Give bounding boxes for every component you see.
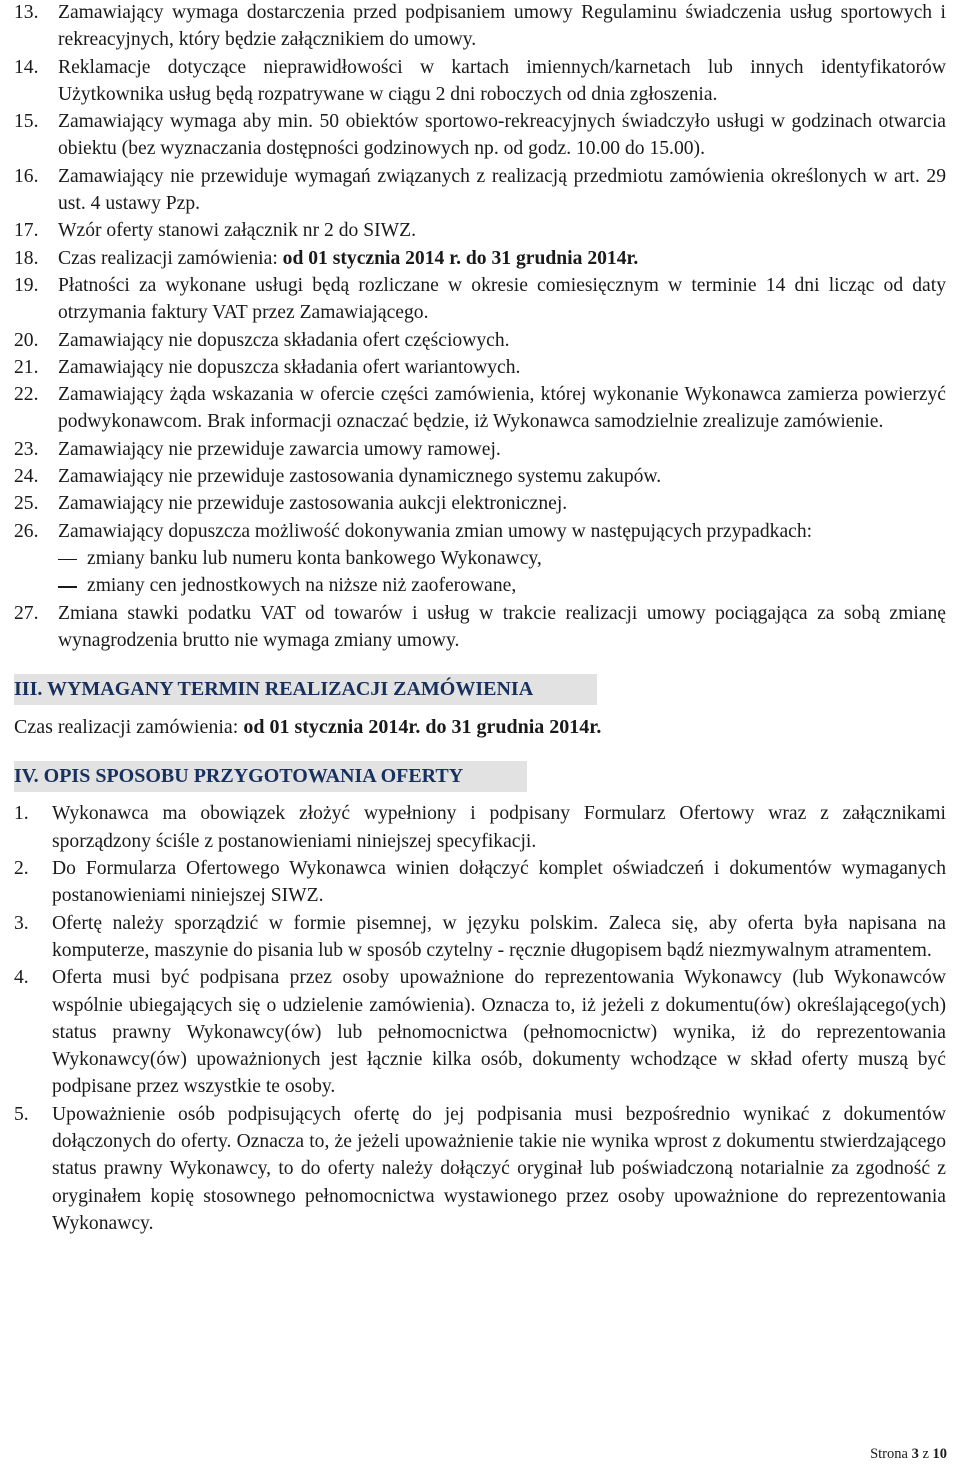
list-item: [14, 54, 946, 109]
bullet-item: [58, 572, 946, 599]
section-iv: [14, 761, 946, 1237]
item-text: Zamawiający nie przewiduje zastosowania aukcji elektronicznej.: [58, 493, 568, 515]
bullet-list: [58, 545, 946, 600]
list-item: [14, 217, 946, 244]
list-item: [14, 855, 946, 910]
item-number: 2.: [14, 858, 29, 880]
item-text: Zmiana stawki podatku VAT od towarów i usług w trakcie realizacji umowy pociągająca za sobą zmianę wynagrodzenia brutto nie wymaga zmiany umowy.: [58, 602, 946, 651]
list-item: [14, 518, 946, 600]
item-text: Ofertę należy sporządzić w formie pisemnej, w języku polskim. Zaleca się, aby oferta była napisana na komputerze, maszynie do pisania lub w sposób czytelny - ręcznie długopisem bądź niezmywalnym atramentem.: [52, 912, 946, 961]
item-text: Do Formularza Ofertowego Wykonawca winien dołączyć komplet oświadczeń i dokumentów wymaganych postanowieniami niniejszej SIWZ.: [52, 858, 946, 907]
item-text: Reklamacje dotyczące nieprawidłowości w kartach imiennych/karnetach lub innych identyfikatorów Użytkownika usług będą rozpatrywane w ciągu 2 dni roboczych od dnia zgłoszenia.: [58, 56, 946, 105]
section-text-prefix: Czas realizacji zamówienia:: [14, 716, 244, 739]
section-heading: III. WYMAGANY TERMIN REALIZACJI ZAMÓWIENIA: [14, 674, 597, 705]
section-iii-text: [14, 714, 946, 741]
item-text: Płatności za wykonane usługi będą rozliczane w okresie comiesięcznym w terminie 14 dni licząc od daty otrzymania faktury VAT przez Zamawiającego.: [58, 274, 946, 324]
item-number: 24.: [14, 466, 39, 488]
item-text-main: Zamawiający dopuszcza możliwość dokonywania zmian umowy w następujących przypadkach:: [58, 520, 813, 542]
list-item: [14, 490, 946, 517]
list-item: [14, 163, 946, 218]
item-text: Oferta musi być podpisana przez osoby upoważnione do reprezentowania Wykonawcy (lub Wykonawców wspólnie ubiegających się o udzielenie zamówienia). Oznacza to, iż jeżeli z dokumentu(ów) określającego(ych) status prawny Wykonawcy(ów) lub pełnomocnictwa (pełnomocnictw) wynika, iż do reprezentowania Wykonawcy(ów) upoważnionych jest łącznie kilka osób, dokumenty wchodzące w skład oferty muszą być podpisane przez wszystkie te osoby.: [52, 967, 946, 1098]
list-item: [14, 800, 946, 855]
item-number: 19.: [14, 274, 39, 296]
item-number: 21.: [14, 356, 39, 378]
conditions-list-mid: [14, 272, 946, 654]
bullet-item: [58, 545, 946, 572]
item-number: 20.: [14, 329, 39, 351]
document-page: [14, 0, 946, 1237]
item-number: 18.: [14, 247, 39, 269]
item-text: [58, 245, 946, 272]
list-item: [14, 0, 946, 54]
item-number: 14.: [14, 56, 39, 78]
section-iii: [14, 674, 946, 741]
page-label: Strona: [870, 1445, 912, 1462]
conditions-list-top: [14, 0, 946, 272]
item-text: Zamawiający nie dopuszcza składania ofert częściowych.: [58, 329, 510, 351]
item-number: 1.: [14, 803, 29, 825]
item-text: [58, 518, 946, 600]
item-number: 25.: [14, 493, 39, 515]
item-number: 22.: [14, 384, 39, 406]
item-number: 23.: [14, 438, 39, 460]
page-total: 10: [932, 1445, 947, 1462]
item-text: Zamawiający nie przewiduje zastosowania dynamicznego systemu zakupów.: [58, 466, 662, 488]
item-text: Zamawiający nie przewiduje zawarcia umowy ramowej.: [58, 438, 501, 460]
item-number: 16.: [14, 165, 39, 187]
bullet-text: zmiany cen jednostkowych na niższe niż zaoferowane,: [87, 575, 517, 597]
list-item: [14, 964, 946, 1100]
item-number: 4.: [14, 967, 29, 989]
page-footer: [870, 1441, 947, 1468]
list-item: [14, 327, 946, 354]
item-number: 3.: [14, 912, 29, 934]
list-item: [14, 354, 946, 381]
section-heading: IV. OPIS SPOSOBU PRZYGOTOWANIA OFERTY: [14, 761, 527, 792]
list-item: [14, 463, 946, 490]
page-separator: z: [918, 1445, 933, 1462]
bullet-text: zmiany banku lub numeru konta bankowego Wykonawcy,: [87, 547, 542, 569]
dash-icon: [58, 545, 87, 572]
dash-icon: [58, 572, 87, 599]
item-text: Wykonawca ma obowiązek złożyć wypełniony i podpisany Formularz Ofertowy wraz z załącznikami sporządzony ściśle z postanowieniami niniejszej specyfikacji.: [52, 803, 946, 852]
item-text: Zamawiający nie dopuszcza składania ofert wariantowych.: [58, 356, 521, 378]
section-text-bold: od 01 stycznia 2014r. do 31 grudnia 2014r.: [243, 716, 602, 739]
item-text-prefix: Czas realizacji zamówienia:: [58, 247, 283, 269]
item-text: Zamawiający wymaga dostarczenia przed podpisaniem umowy Regulaminu świadczenia usług sportowych i rekreacyjnych, który będzie załącznikiem do umowy.: [58, 2, 946, 51]
item-text: Zamawiający wymaga aby min. 50 obiektów sportowo-rekreacyjnych świadczyło usługi w godzinach otwarcia obiektu (bez wyznaczania dostępności godzinowych np. od godz. 10.00 do 15.00).: [58, 111, 946, 160]
item-number: 27.: [14, 602, 39, 624]
item-number: 5.: [14, 1103, 29, 1125]
item-text: Zamawiający nie przewiduje wymagań związanych z realizacją przedmiotu zamówienia określonych w art. 29 ust. 4 ustawy Pzp.: [58, 165, 946, 215]
page-number: 3: [911, 1445, 919, 1462]
item-text: Zamawiający żąda wskazania w ofercie części zamówienia, której wykonanie Wykonawca zamierza powierzyć podwykonawcom. Brak informacji oznaczać będzie, iż Wykonawca samodzielnie zrealizuje zamówienie.: [58, 384, 946, 433]
list-item: [14, 600, 946, 655]
list-item: [14, 436, 946, 463]
item-text: Upoważnienie osób podpisujących ofertę do jej podpisania musi bezpośrednio wynikać z dokumentów dołączonych do oferty. Oznacza to, że jeżeli upoważnienie takie nie wynika wprost z dokumentu stwierdzającego status prawny Wykonawcy, to do oferty należy dołączyć oryginał lub poświadczoną notarialnie za zgodność z oryginałem kopię stosownego pełnomocnictwa wystawionego przez osoby upoważnione do reprezentowania Wykonawcy.: [52, 1103, 946, 1234]
item-text-bold: od 01 stycznia 2014 r. do 31 grudnia 2014r.: [282, 247, 639, 269]
list-item: [14, 381, 946, 436]
list-item: [14, 910, 946, 965]
item-text: Wzór oferty stanowi załącznik nr 2 do SIWZ.: [58, 220, 416, 242]
list-item: [14, 245, 946, 272]
list-item: [14, 108, 946, 163]
item-number: 15.: [14, 111, 39, 133]
item-number: 26.: [14, 520, 39, 542]
list-item: [14, 1101, 946, 1237]
item-number: 13.: [14, 2, 39, 23]
item-number: 17.: [14, 220, 39, 242]
list-item: [14, 272, 946, 327]
